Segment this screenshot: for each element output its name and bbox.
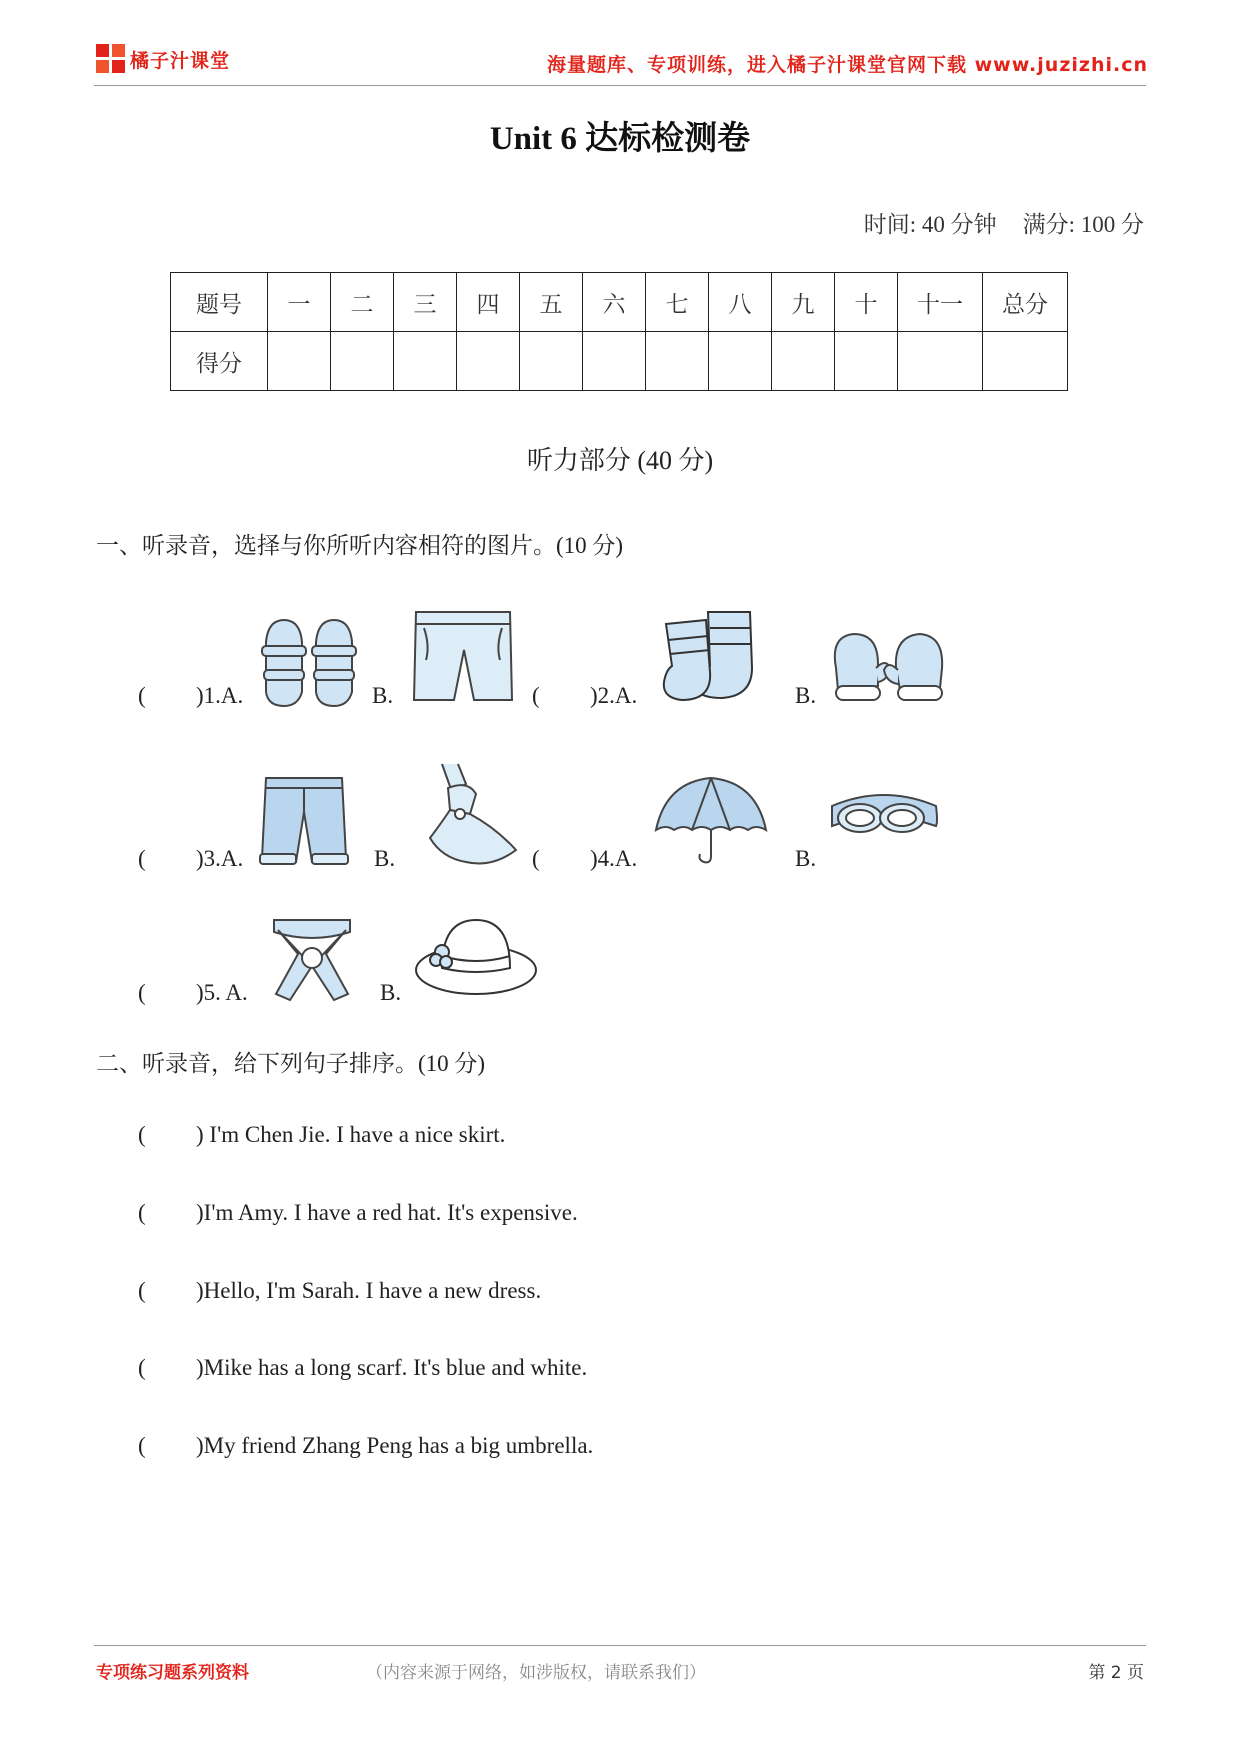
hat-icon [412,914,540,998]
score-table-col: 八 [709,273,772,332]
score-table-col: 九 [772,273,835,332]
score-table-col: 一 [268,273,331,332]
jeans-shorts-icon [258,774,350,870]
umbrella-icon [652,774,770,866]
answer-blank[interactable]: ( [138,1355,146,1380]
answer-blank[interactable]: ( [532,846,540,871]
score-table-col: 十一 [898,273,983,332]
score-cell[interactable] [898,332,983,391]
sentence-text: )My friend Zhang Peng has a big umbrella. [196,1433,594,1458]
section1-heading: 一、听录音，选择与你所听内容相符的图片。(10 分) [96,533,624,558]
option-b-label: B. [374,846,396,871]
mittens-icon [826,628,952,704]
answer-blank[interactable]: ( [532,683,540,708]
page-number: 第 2 页 [1088,1663,1144,1683]
score-cell[interactable] [709,332,772,391]
score-table-col: 五 [520,273,583,332]
score-table-col: 七 [646,273,709,332]
option-b-label: B. [795,683,817,708]
shorts-icon [408,606,518,706]
question-number: )1.A. [196,683,244,708]
question-number: )3.A. [196,846,244,871]
sentence-item [138,1200,578,1226]
footer-copyright-note: （内容来源于网络，如涉版权，请联系我们） [366,1663,706,1683]
sentence-text: )I'm Amy. I have a red hat. It's expensive. [196,1200,578,1225]
socks-icon [660,608,772,704]
listening-section-title: 听力部分 (40 分) [526,446,714,475]
header-slogan: 海量题库、专项训练，进入橘子汁课堂官网下载 www.juzizhi.cn [547,54,1148,76]
score-table-header-row [171,273,1068,332]
header-divider [94,85,1146,86]
score-cell[interactable] [983,332,1068,391]
question-4 [532,846,637,872]
footer-series-label: 专项练习题系列资料 [96,1663,249,1683]
answer-blank[interactable]: ( [138,846,146,871]
page-title: Unit 6 达标检测卷 [489,121,751,157]
score-cell[interactable] [457,332,520,391]
goggles-icon [828,786,940,844]
score-table-col: 四 [457,273,520,332]
option-b-label: B. [372,683,394,708]
exam-meta [838,206,1144,239]
exam-time: 时间: 40 分钟 [863,212,997,237]
score-cell[interactable] [583,332,646,391]
score-table-col: 三 [394,273,457,332]
score-cell[interactable] [646,332,709,391]
answer-blank[interactable]: ( [138,683,146,708]
score-table-col: 总分 [983,273,1068,332]
sentence-text: )Hello, I'm Sarah. I have a new dress. [196,1278,542,1303]
question-number: )4.A. [590,846,638,871]
answer-blank[interactable]: ( [138,1278,146,1303]
score-table [170,272,1068,391]
answer-blank[interactable]: ( [138,1200,146,1225]
score-table-label: 得分 [171,332,268,391]
score-cell[interactable] [268,332,331,391]
score-cell[interactable] [331,332,394,391]
score-table-score-row [171,332,1068,391]
score-table-col: 十 [835,273,898,332]
score-table-col: 六 [583,273,646,332]
brand-logo-icon [96,44,126,74]
sentence-item [138,1433,593,1459]
question-5 [138,980,248,1006]
score-table-col: 二 [331,273,394,332]
scarf-icon [268,914,356,1002]
sandals-icon [258,612,362,710]
score-cell[interactable] [520,332,583,391]
answer-blank[interactable]: ( [138,1433,146,1458]
section2-heading: 二、听录音，给下列句子排序。(10 分) [96,1051,486,1076]
brand-name: 橘子汁课堂 [130,50,231,72]
footer-divider [94,1645,1146,1646]
sentence-text: )Mike has a long scarf. It's blue and white. [196,1355,588,1380]
sentence-item [138,1122,505,1148]
question-2 [532,683,637,709]
sentence-text: ) I'm Chen Jie. I have a nice skirt. [196,1122,506,1147]
question-3 [138,846,243,872]
score-cell[interactable] [772,332,835,391]
question-1 [138,683,243,709]
sentence-item [138,1355,587,1381]
question-number: )2.A. [590,683,638,708]
sentence-item [138,1278,541,1304]
score-table-label: 题号 [171,273,268,332]
score-cell[interactable] [835,332,898,391]
answer-blank[interactable]: ( [138,980,146,1005]
score-cell[interactable] [394,332,457,391]
option-b-label: B. [380,980,402,1005]
exam-full-score: 满分: 100 分 [1022,212,1144,237]
dress-icon [412,758,522,870]
answer-blank[interactable]: ( [138,1122,146,1147]
question-number: )5. A. [196,980,248,1005]
option-b-label: B. [795,846,817,871]
